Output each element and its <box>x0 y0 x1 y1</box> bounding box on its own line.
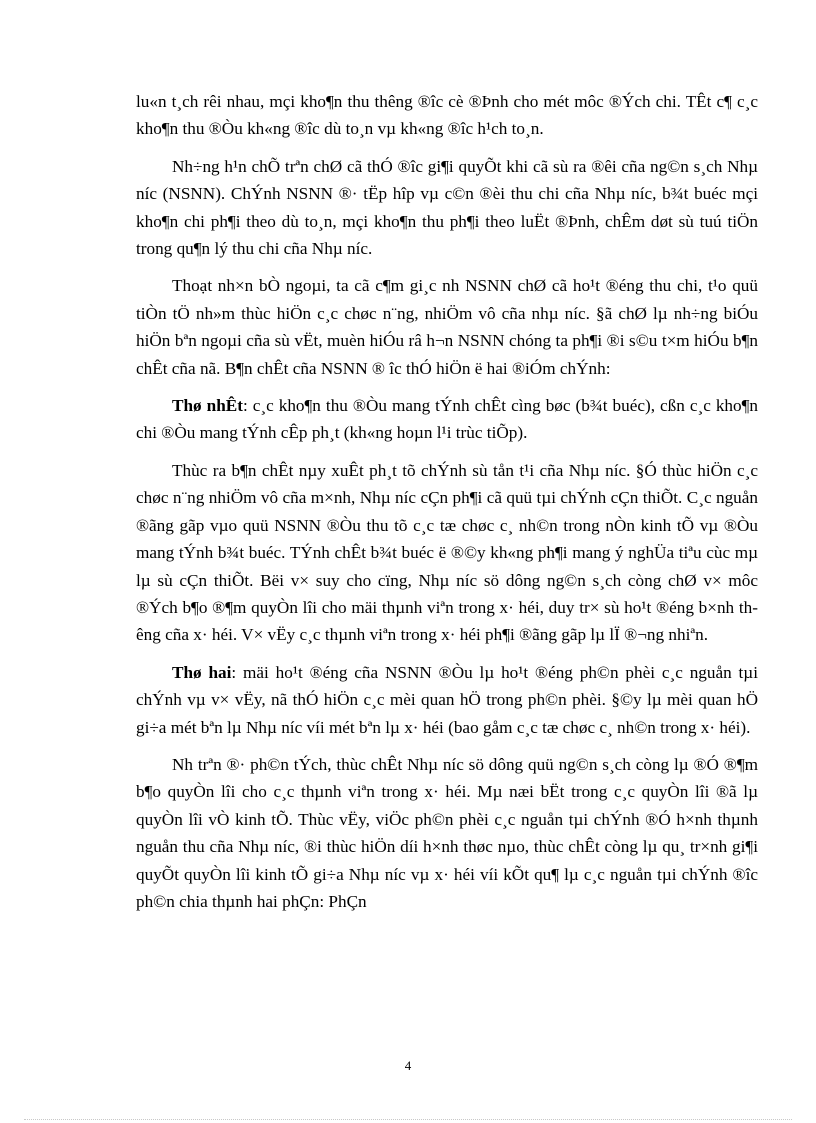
paragraph-7 <box>136 751 758 915</box>
paragraph-text: Nh÷ng h¹n chÕ trªn chØ cã thÓ ®îc gi¶i quyÕt khi cã sù ra ®êi cña ng©n s¸ch Nhµ níc (NSNN). ChÝnh NSNN ®· tËp hîp vµ c©n ®èi thu chi cña Nhµ níc, b¾t buéc mçi kho¶n chi ph¶i theo dù to¸n, mçi kho¶n thu ph¶i theo luËt ®Þnh, chÊm døt sù tuú tiÖn trong qu¶n lý thu chi cña Nhµ níc. <box>136 156 758 259</box>
paragraph-1 <box>136 88 758 143</box>
paragraph-5 <box>136 457 758 649</box>
paragraph-text: Nh trªn ®· ph©n tÝch, thùc chÊt Nhµ níc sö dông quü ng©n s¸ch còng lµ ®Ó ®¶m b¶o quyÒn lîi cho c¸c thµnh viªn trong x· héi. Mµ næi bËt trong c¸c quyÒn lîi ®ã lµ quyÒn lîi vÒ kinh tÕ. Thùc vËy, viÖc ph©n phèi c¸c nguån tµi chÝnh ®Ó h×nh thµnh nguån thu cña Nhµ níc, ®i thùc hiÖn díi h×nh thøc nµo, thùc chÊt còng lµ qu¸ tr×nh gi¶i quyÕt quyÒn lîi kinh tÕ gi÷a Nhµ níc vµ x· héi víi kÕt qu¶ lµ c¸c nguån tµi chÝnh ®îc ph©n chia thµnh hai phÇn: PhÇn <box>136 754 758 911</box>
paragraph-text: Thoạt nh×n bÒ ngoµi, ta cã c¶m gi¸c nh NSNN chØ cã ho¹t ®éng thu chi, t¹o quü tiÒn tÖ nh»m thùc hiÖn c¸c chøc n¨ng, nhiÖm vô cña nhµ níc. §ã chØ lµ nh÷ng biÓu hiÖn bªn ngoµi cña sù vËt, muèn hiÓu râ h¬n NSNN chóng ta ph¶i ®i s©u t×m hiÓu b¶n chÊt cña nã. B¶n chÊt cña NSNN ® îc thÓ hiÖn ë hai ®iÓm chÝnh: <box>136 276 758 378</box>
paragraph-text: Thùc ra b¶n chÊt nµy xuÊt ph¸t tõ chÝnh sù tån t¹i cña Nhµ níc. §Ó thùc hiÖn c¸c chøc n¨ng nhiÖm vô cña m×nh, Nhµ níc cÇn ph¶i cã quü tµi chÝnh cÇn thiÕt. C¸c nguån ®ãng gãp vµo quü NSNN ®Òu thu tõ c¸c tæ chøc c¸ nh©n trong nÒn kinh tÕ vµ ®Òu mang tÝnh b¾t buéc. TÝnh chÊt b¾t buéc ë ®©y kh«ng ph¶i mang ý nghÜa tiªu cùc mµ lµ sù cÇn thiÕt. Bëi v× suy cho cïng, Nhµ níc sö dông ng©n s¸ch còng chØ v× môc ®Ých b¶o ®¶m quyÒn lîi cho mäi thµnh viªn trong x· héi, duy tr× sù ho¹t ®éng b×nh thêng cña x· héi. V× vËy c¸c thµnh viªn trong x· héi ph¶i ®ãng gãp lµ lÏ ®¬ng nhiªn. <box>136 460 758 645</box>
body-text <box>136 88 758 925</box>
paragraph-3 <box>136 272 758 382</box>
paragraph-lead: Thø nhÊt <box>172 396 243 416</box>
page-number: 4 <box>404 1058 412 1073</box>
paragraph-text: lu«n t¸ch rêi nhau, mçi kho¶n thu thêng ®îc cè ®Þnh cho mét môc ®Ých chi. TÊt c¶ c¸c kho¶n thu ®Òu kh«ng ®îc dù to¸n vµ kh«ng ®îc h¹ch to¸n. <box>136 92 758 139</box>
paragraph-2 <box>136 153 758 263</box>
paragraph-text: : mäi ho¹t ®éng cña NSNN ®Òu lµ ho¹t ®éng ph©n phèi c¸c nguån tµi chÝnh vµ v× vËy, nã thÓ hiÖn c¸c mèi quan hÖ trong ph©n phèi. §©y lµ mèi quan hÖ gi÷a mét bªn lµ Nhµ níc víi mét bªn lµ x· héi (bao gåm c¸c tæ chøc c¸ nh©n trong x· héi). <box>136 662 758 737</box>
paragraph-4 <box>136 392 758 447</box>
page-bottom-rule <box>24 1119 792 1120</box>
paragraph-6 <box>136 659 758 741</box>
paragraph-text: : c¸c kho¶n thu ®Òu mang tÝnh chÊt cìng bøc (b¾t buéc), cßn c¸c kho¶n chi ®Òu mang tÝnh cÊp ph¸t (kh«ng hoµn l¹i trùc tiÕp). <box>136 396 759 443</box>
paragraph-lead: Thø hai <box>172 662 232 682</box>
